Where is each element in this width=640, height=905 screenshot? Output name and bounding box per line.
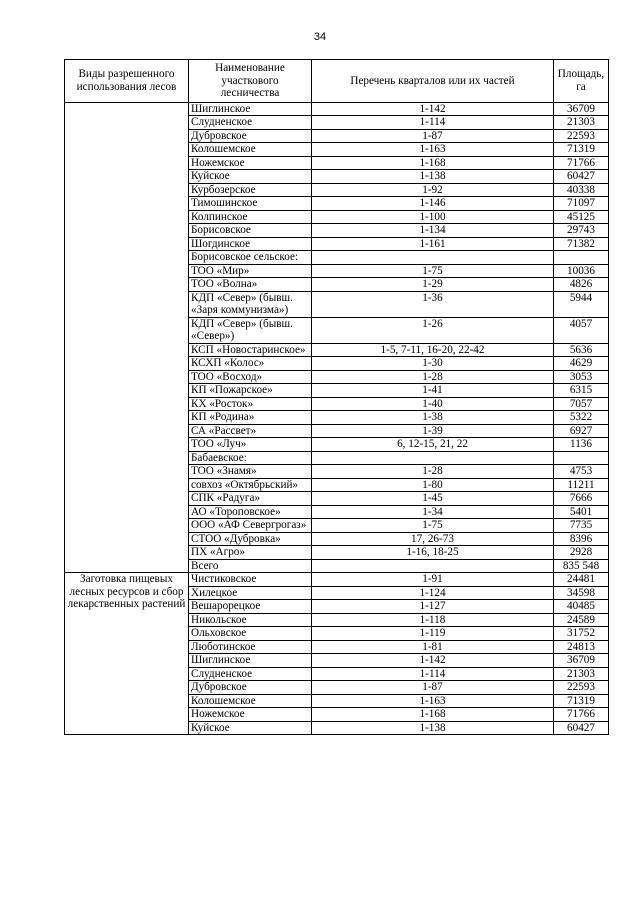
forestry-name-cell: Куйское	[189, 721, 312, 735]
quarters-cell: 1-118	[312, 613, 554, 627]
quarters-cell: 1-119	[312, 627, 554, 641]
area-cell: 21303	[554, 116, 609, 130]
forestry-name-cell: Дубровское	[189, 681, 312, 695]
quarters-cell: 1-161	[312, 237, 554, 251]
quarters-cell: 17, 26-73	[312, 532, 554, 546]
area-cell: 5401	[554, 505, 609, 519]
forestry-name-cell: Колпинское	[189, 210, 312, 224]
quarters-cell: 1-26	[312, 317, 554, 343]
quarters-cell: 1-138	[312, 721, 554, 735]
area-cell: 6927	[554, 424, 609, 438]
forestry-name-cell: ТОО «Мир»	[189, 264, 312, 278]
header-quarters: Перечень кварталов или их частей	[312, 60, 554, 103]
forestry-name-cell: КП «Пожарское»	[189, 384, 312, 398]
use-type-cell: Заготовка пищевых лесных ресурсов и сбор лекарственных растений	[65, 573, 189, 735]
quarters-cell	[312, 251, 554, 265]
area-cell: 1136	[554, 438, 609, 452]
quarters-cell: 1-92	[312, 183, 554, 197]
use-type-cell	[65, 102, 189, 573]
area-cell: 7666	[554, 492, 609, 506]
page-number: 34	[313, 31, 327, 43]
area-cell: 71319	[554, 694, 609, 708]
forestry-name-cell: Дубровское	[189, 129, 312, 143]
forestry-name-cell: Бабаевское:	[189, 451, 312, 465]
quarters-cell: 1-163	[312, 694, 554, 708]
header-row	[65, 60, 609, 103]
header-type: Виды разрешенного использования лесов	[65, 60, 189, 103]
forest-use-table	[64, 59, 609, 735]
quarters-cell: 1-142	[312, 102, 554, 116]
forestry-name-cell: Хилецкое	[189, 586, 312, 600]
quarters-cell: 1-81	[312, 640, 554, 654]
quarters-cell: 1-5, 7-11, 16-20, 22-42	[312, 343, 554, 357]
area-cell: 31752	[554, 627, 609, 641]
area-cell: 11211	[554, 478, 609, 492]
forestry-name-cell: Тимошинское	[189, 197, 312, 211]
forestry-name-cell: Шогдинское	[189, 237, 312, 251]
quarters-cell: 1-30	[312, 357, 554, 371]
forestry-name-cell: КДП «Север» (бывш. «Север»)	[189, 317, 312, 343]
forestry-name-cell: Слудненское	[189, 667, 312, 681]
forestry-name-cell: Чистиковское	[189, 573, 312, 587]
quarters-cell: 1-38	[312, 411, 554, 425]
forestry-name-cell: КП «Родина»	[189, 411, 312, 425]
area-cell: 5636	[554, 343, 609, 357]
forestry-name-cell: КДП «Север» (бывш. «Заря коммунизма»)	[189, 291, 312, 317]
area-cell: 835 548	[554, 559, 609, 573]
area-cell: 5322	[554, 411, 609, 425]
quarters-cell: 1-36	[312, 291, 554, 317]
forestry-name-cell: Вешарорецкое	[189, 600, 312, 614]
forestry-name-cell: Ножемское	[189, 708, 312, 722]
quarters-cell: 1-114	[312, 667, 554, 681]
area-cell: 71097	[554, 197, 609, 211]
forestry-name-cell: Курбозерское	[189, 183, 312, 197]
table-row	[65, 102, 609, 116]
forestry-name-cell: совхоз «Октябрьский»	[189, 478, 312, 492]
forestry-name-cell: ТОО «Луч»	[189, 438, 312, 452]
forestry-name-cell: Шиглинское	[189, 654, 312, 668]
forestry-name-cell: Борисовское сельское:	[189, 251, 312, 265]
area-cell: 10036	[554, 264, 609, 278]
quarters-cell: 1-87	[312, 129, 554, 143]
area-cell: 71382	[554, 237, 609, 251]
forestry-name-cell: Колошемское	[189, 143, 312, 157]
table-body	[65, 102, 609, 735]
quarters-cell: 1-16, 18-25	[312, 546, 554, 560]
quarters-cell: 1-40	[312, 397, 554, 411]
forestry-name-cell: СПК «Радуга»	[189, 492, 312, 506]
forestry-name-cell: Куйское	[189, 170, 312, 184]
forestry-name-cell: ТОО «Знамя»	[189, 465, 312, 479]
quarters-cell	[312, 559, 554, 573]
forestry-name-cell: Ольховское	[189, 627, 312, 641]
quarters-cell: 1-124	[312, 586, 554, 600]
quarters-cell: 1-168	[312, 708, 554, 722]
area-cell: 60427	[554, 170, 609, 184]
area-cell: 29743	[554, 224, 609, 238]
area-cell: 6315	[554, 384, 609, 398]
area-cell: 7057	[554, 397, 609, 411]
area-cell: 8396	[554, 532, 609, 546]
forestry-name-cell: ТОО «Восход»	[189, 370, 312, 384]
area-cell: 5944	[554, 291, 609, 317]
forestry-name-cell: КСХП «Колос»	[189, 357, 312, 371]
quarters-cell: 1-75	[312, 264, 554, 278]
forestry-name-cell: КСП «Новостаринское»	[189, 343, 312, 357]
area-cell: 22593	[554, 129, 609, 143]
area-cell: 45125	[554, 210, 609, 224]
area-cell: 4629	[554, 357, 609, 371]
quarters-cell: 6, 12-15, 21, 22	[312, 438, 554, 452]
area-cell: 4826	[554, 278, 609, 292]
area-cell	[554, 451, 609, 465]
forestry-name-cell: ТОО «Волна»	[189, 278, 312, 292]
area-cell: 4057	[554, 317, 609, 343]
area-cell: 2928	[554, 546, 609, 560]
area-cell: 24481	[554, 573, 609, 587]
area-cell: 40338	[554, 183, 609, 197]
forestry-name-cell: Слудненское	[189, 116, 312, 130]
area-cell: 71319	[554, 143, 609, 157]
quarters-cell: 1-75	[312, 519, 554, 533]
quarters-cell: 1-91	[312, 573, 554, 587]
forestry-name-cell: Люботинское	[189, 640, 312, 654]
quarters-cell: 1-142	[312, 654, 554, 668]
forestry-name-cell: АО «Тороповское»	[189, 505, 312, 519]
area-cell: 36709	[554, 654, 609, 668]
quarters-cell: 1-114	[312, 116, 554, 130]
area-cell: 36709	[554, 102, 609, 116]
quarters-cell: 1-80	[312, 478, 554, 492]
quarters-cell: 1-87	[312, 681, 554, 695]
area-cell: 34598	[554, 586, 609, 600]
forestry-name-cell: ПХ «Агро»	[189, 546, 312, 560]
header-forestry: Наименование участкового лесничества	[189, 60, 312, 103]
area-cell: 21303	[554, 667, 609, 681]
quarters-cell	[312, 451, 554, 465]
area-cell: 24589	[554, 613, 609, 627]
forestry-name-cell: Борисовское	[189, 224, 312, 238]
forestry-name-cell: Ножемское	[189, 156, 312, 170]
area-cell: 60427	[554, 721, 609, 735]
area-cell: 71766	[554, 708, 609, 722]
forestry-name-cell: СТОО «Дубровка»	[189, 532, 312, 546]
forestry-name-cell: ООО «АФ Севергрогаз»	[189, 519, 312, 533]
area-cell: 22593	[554, 681, 609, 695]
area-cell: 7735	[554, 519, 609, 533]
forestry-name-cell: Шиглинское	[189, 102, 312, 116]
quarters-cell: 1-34	[312, 505, 554, 519]
quarters-cell: 1-39	[312, 424, 554, 438]
quarters-cell: 1-146	[312, 197, 554, 211]
quarters-cell: 1-163	[312, 143, 554, 157]
area-cell: 3053	[554, 370, 609, 384]
forestry-name-cell: КХ «Росток»	[189, 397, 312, 411]
area-cell: 71766	[554, 156, 609, 170]
area-cell: 24813	[554, 640, 609, 654]
quarters-cell: 1-100	[312, 210, 554, 224]
quarters-cell: 1-168	[312, 156, 554, 170]
forestry-name-cell: Всего	[189, 559, 312, 573]
quarters-cell: 1-45	[312, 492, 554, 506]
quarters-cell: 1-41	[312, 384, 554, 398]
forestry-name-cell: Колошемское	[189, 694, 312, 708]
area-cell: 4753	[554, 465, 609, 479]
area-cell	[554, 251, 609, 265]
quarters-cell: 1-138	[312, 170, 554, 184]
forestry-name-cell: Никольское	[189, 613, 312, 627]
quarters-cell: 1-134	[312, 224, 554, 238]
quarters-cell: 1-29	[312, 278, 554, 292]
quarters-cell: 1-127	[312, 600, 554, 614]
area-cell: 40485	[554, 600, 609, 614]
quarters-cell: 1-28	[312, 370, 554, 384]
quarters-cell: 1-28	[312, 465, 554, 479]
header-area: Площадь, га	[554, 60, 609, 103]
forestry-name-cell: СА «Рассвет»	[189, 424, 312, 438]
table-row	[65, 573, 609, 587]
